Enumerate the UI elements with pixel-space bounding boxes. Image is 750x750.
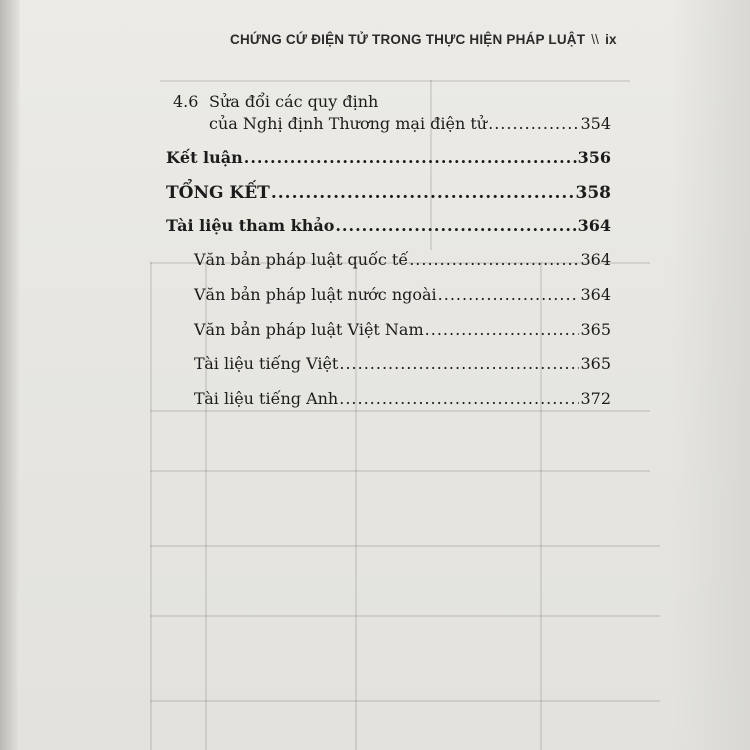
toc-entry-label: Văn bản pháp luật quốc tế xyxy=(194,250,409,269)
toc-entry-label: TỔNG KẾT xyxy=(166,183,270,203)
toc-entry-label: Tài liệu tham khảo xyxy=(166,216,335,235)
toc-entry-label: Sửa đổi các quy định xyxy=(209,92,379,111)
header-page-number: ix xyxy=(605,32,617,47)
toc-entry-tl-tieng-anh xyxy=(194,389,611,408)
toc-leader-dots xyxy=(244,148,577,167)
toc-page-number: 354 xyxy=(580,114,611,133)
toc-entry-vb-nuoc-ngoai xyxy=(194,285,611,304)
toc-entry-ket-luan xyxy=(166,148,611,167)
toc-entry-label: Văn bản pháp luật nước ngoài xyxy=(194,285,437,304)
toc-page-number: 365 xyxy=(580,320,611,339)
header-title: CHỨNG CỨ ĐIỆN TỬ TRONG THỰC HIỆN PHÁP LUẬT xyxy=(230,32,586,47)
toc-page-number: 356 xyxy=(577,148,611,167)
toc-leader-dots xyxy=(339,354,579,373)
toc-page-number: 365 xyxy=(580,354,611,373)
toc-entry-4-6-line1 xyxy=(173,92,378,111)
toc-entry-label: Tài liệu tiếng Anh xyxy=(194,389,339,408)
toc-leader-dots xyxy=(271,183,575,203)
toc-entry-4-6-line2 xyxy=(209,114,611,133)
toc-entry-label: Tài liệu tiếng Việt xyxy=(194,354,339,373)
toc-entry-tai-lieu-tham-khao xyxy=(166,216,611,235)
toc-page-number: 358 xyxy=(575,183,611,203)
toc-entry-vb-viet-nam xyxy=(194,320,611,339)
toc-entry-vb-quoc-te xyxy=(194,250,611,269)
toc-leader-dots xyxy=(425,320,580,339)
toc-entry-tl-tieng-viet xyxy=(194,354,611,373)
header-separator: \\ xyxy=(591,32,600,47)
toc-leader-dots xyxy=(438,285,580,304)
toc-entry-tong-ket xyxy=(166,183,611,203)
toc-entry-label: Văn bản pháp luật Việt Nam xyxy=(194,320,424,339)
toc-section-number: 4.6 xyxy=(173,92,199,111)
toc-leader-dots xyxy=(339,389,579,408)
toc-leader-dots xyxy=(488,114,579,133)
toc-page-number: 364 xyxy=(580,285,611,304)
toc-page-number: 364 xyxy=(580,250,611,269)
toc-entry-label: của Nghị định Thương mại điện tử xyxy=(209,114,488,133)
toc-entry-label: Kết luận xyxy=(166,148,243,167)
toc-leader-dots xyxy=(335,216,576,235)
toc-page-number: 372 xyxy=(580,389,611,408)
toc-page-number: 364 xyxy=(577,216,611,235)
toc-leader-dots xyxy=(409,250,579,269)
